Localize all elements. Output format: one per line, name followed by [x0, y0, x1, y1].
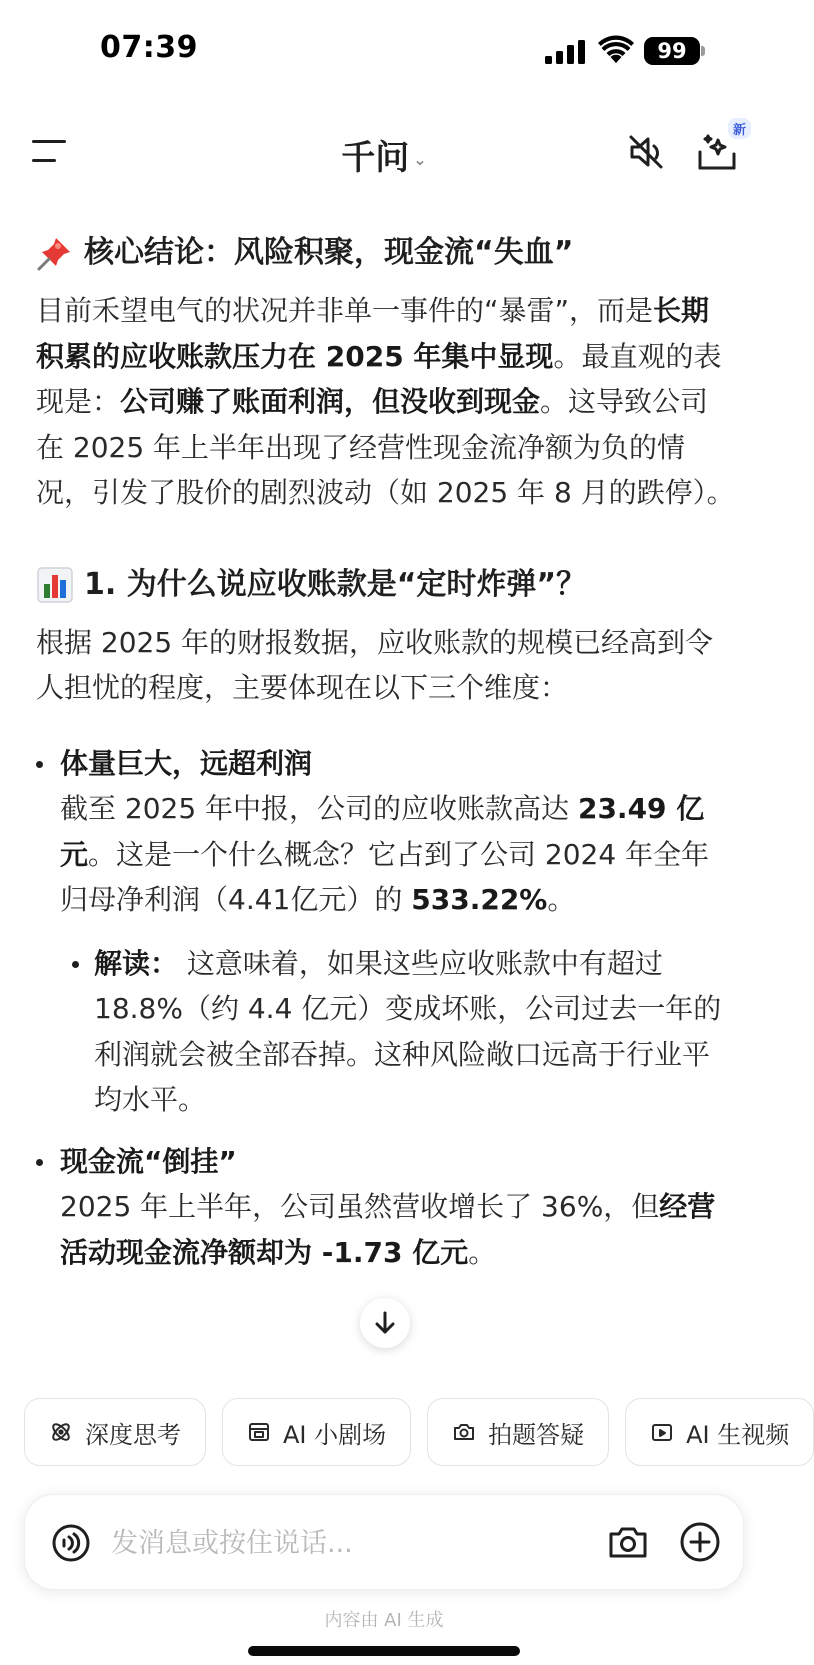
battery-cap	[701, 46, 705, 56]
sub-list-item: 解读： 这意味着，如果这些应收账款中有超过 18.8%（约 4.4 亿元）变成坏账，公司过去一年的利润就会被全部吞掉。这种风险敞口远高于行业平均水平。	[60, 941, 736, 1123]
quick-actions-bar	[0, 1390, 790, 1476]
message-input[interactable]	[111, 1517, 581, 1569]
receivables-intro: 根据 2025 年的财报数据，应收账款的规模已经高到令人担忧的程度，主要体现在以下三个维度：	[36, 625, 714, 704]
bullet-title: 现金流“倒挂”	[60, 1144, 237, 1178]
video-sparkle-icon	[650, 1420, 674, 1444]
list-item	[36, 1139, 736, 1276]
arrow-down-icon	[372, 1310, 398, 1336]
new-badge: 新	[728, 118, 751, 139]
camera-icon[interactable]	[607, 1521, 649, 1563]
bar-chart-icon	[36, 566, 74, 604]
section-heading-receivables: 1. 为什么说应收账款是“定时炸弹”？	[36, 560, 736, 610]
scroll-to-bottom-button[interactable]	[360, 1298, 410, 1348]
speaker-muted-icon[interactable]	[626, 132, 666, 172]
message-composer	[24, 1494, 744, 1590]
status-time: 07:39	[100, 30, 198, 65]
chat-response	[36, 228, 736, 1287]
pushpin-icon	[36, 234, 74, 272]
chip-ai-theater[interactable]: AI 小剧场	[222, 1398, 411, 1466]
status-bar	[0, 0, 768, 100]
camera-question-icon	[452, 1420, 476, 1444]
voice-input-icon[interactable]	[51, 1523, 91, 1563]
section-heading-conclusion: 核心结论：风险积聚，现金流“失血”	[36, 228, 736, 278]
theater-icon	[247, 1420, 271, 1444]
app-header	[0, 110, 768, 190]
plus-icon[interactable]	[679, 1521, 721, 1563]
atom-icon	[49, 1420, 73, 1444]
home-indicator	[248, 1646, 520, 1656]
app-title: 千问	[341, 138, 410, 178]
bullet-body: 2025 年上半年，公司虽然营收增长了 36%，但经营活动现金流净额却为 -1.73 亿元。	[60, 1190, 716, 1269]
chip-photo-question[interactable]: 拍题答疑	[427, 1398, 609, 1466]
battery-indicator: 99	[644, 37, 700, 65]
list-item	[36, 741, 736, 1123]
conclusion-paragraph: 目前禾望电气的状况并非单一事件的“暴雷”，而是长期积累的应收账款压力在 2025 年集中显现。最直观的表现是：公司赚了账面利润，但没收到现金。这导致公司在 2025 年上半年出现了经营性现金流净额为负的情况，引发了股价的剧烈波动（如 2025 年 8 月的跌停）。	[36, 294, 735, 509]
bullet-title: 体量巨大，远超利润	[60, 746, 313, 780]
chip-deep-think[interactable]: 深度思考	[24, 1398, 206, 1466]
cellular-signal-icon	[545, 40, 587, 64]
receivables-list	[36, 741, 736, 1276]
chevron-down-icon: ⌄	[413, 150, 427, 169]
ai-generated-footnote: 内容由 AI 生成	[324, 1610, 444, 1631]
wifi-icon	[598, 36, 634, 64]
chip-ai-video[interactable]: AI 生视频	[625, 1398, 814, 1466]
bullet-body: 截至 2025 年中报，公司的应收账款高达 23.49 亿元。这是一个什么概念？它占到了公司 2024 年全年归母净利润（4.41亿元）的 533.22%。	[60, 792, 710, 916]
